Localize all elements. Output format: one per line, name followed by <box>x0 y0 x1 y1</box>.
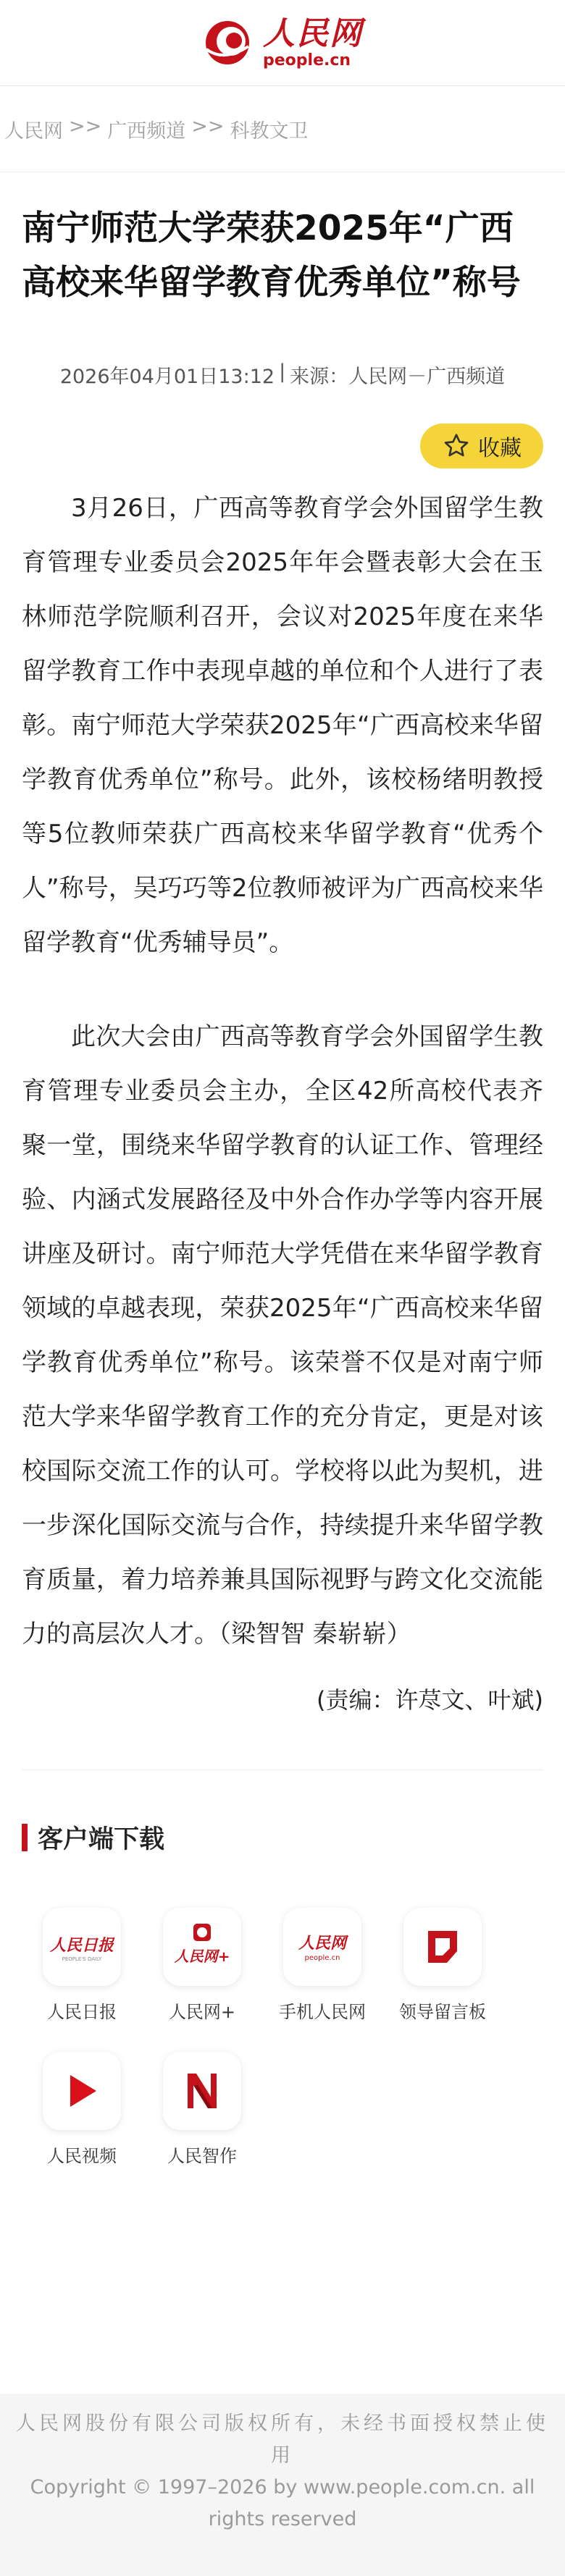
svg-text:people.cn: people.cn <box>304 1954 340 1962</box>
article-editor: (责编：许荩文、叶斌) <box>317 1686 543 1714</box>
app-mobile-people[interactable] <box>262 1908 382 2023</box>
article-meta <box>22 361 543 389</box>
mobile-people-icon <box>283 1908 361 1986</box>
app-people-plus[interactable] <box>142 1908 262 2023</box>
svg-text:PEOPLE'S DAILY: PEOPLE'S DAILY <box>62 1956 102 1962</box>
logo-en-text: people.cn <box>263 51 351 70</box>
svg-text:人民日报: 人民日报 <box>49 1936 114 1955</box>
people-daily-icon <box>43 1908 121 1986</box>
article-title: 南宁师范大学荣获2025年“广西高校来华留学教育优秀单位”称号 <box>22 209 521 303</box>
favorite-label: 收藏 <box>478 436 522 461</box>
app-label: 人民视频 <box>47 2146 117 2166</box>
breadcrumb-section-link[interactable]: 科教文卫 <box>230 119 309 143</box>
message-board-icon <box>403 1908 482 1986</box>
app-label: 人民智作 <box>167 2146 237 2166</box>
logo-swirl-icon <box>202 17 253 68</box>
app-label: 人民网+ <box>168 2002 236 2022</box>
section-divider <box>22 1769 543 1770</box>
article-date: 2026年04月01日13:12 <box>59 366 275 388</box>
download-heading <box>22 1819 543 1856</box>
footer-copyright-en: Copyright © 1997–2026 by www.people.com.cn. all rights reserved <box>30 2476 535 2530</box>
svg-text:人民网: 人民网 <box>298 1934 347 1953</box>
app-people-video[interactable] <box>22 2052 142 2167</box>
breadcrumb-separator: >> <box>69 114 102 138</box>
breadcrumb-bar <box>0 86 565 172</box>
breadcrumb-home-link[interactable]: 人民网 <box>4 119 63 143</box>
breadcrumb-channel-link[interactable]: 广西频道 <box>107 119 186 143</box>
favorite-row <box>22 424 543 468</box>
app-message-board[interactable] <box>382 1908 503 2023</box>
people-plus-icon <box>163 1908 241 1986</box>
footer-copyright-cn: 人民网股份有限公司版权所有，未经书面授权禁止使用 <box>16 2412 549 2467</box>
site-logo[interactable] <box>202 16 363 70</box>
people-zhizuo-icon <box>163 2052 241 2130</box>
site-footer <box>0 2394 565 2576</box>
download-section <box>0 1819 565 2167</box>
download-title: 客户端下载 <box>38 1825 165 1854</box>
heading-accent-bar <box>22 1824 28 1851</box>
app-people-zhizuo[interactable] <box>142 2052 262 2167</box>
app-label: 人民日报 <box>47 2002 117 2022</box>
article-paragraph: 3月26日，广西高等教育学会外国留学生教育管理专业委员会2025年年会暨表彰大会在玉林师范学院顺利召开，会议对2025年度在来华留学教育工作中表现卓越的单位和个人进行了表彰。南宁师范大学荣获2025年“广西高校来华留学教育优秀单位”称号。此外，该校杨绪明教授等5位教师荣获广西高校来华留学教育“优秀个人”称号，吴巧巧等2位教师被评为广西高校来华留学教育“优秀辅导员”。 <box>22 494 543 957</box>
site-header <box>0 0 565 86</box>
meta-separator: | <box>279 361 286 383</box>
breadcrumb <box>4 115 309 143</box>
people-video-icon <box>43 2052 121 2130</box>
svg-text:人民网+: 人民网+ <box>174 1948 230 1965</box>
star-icon <box>442 432 471 460</box>
article-paragraph: 此次大会由广西高等教育学会外国留学生教育管理专业委员会主办，全区42所高校代表齐聚一堂，围绕来华留学教育的认证工作、管理经验、内涵式发展路径及中外合作办学等内容开展讲座及研讨。南宁师范大学凭借在来华留学教育领域的卓越表现，荣获2025年“广西高校来华留学教育优秀单位”称号。该荣誉不仅是对南宁师范大学来华留学教育工作的充分肯定，更是对该校国际交流工作的认可。学校将以此为契机，进一步深化国际交流与合作，持续提升来华留学教育质量，着力培养兼具国际视野与跨文化交流能力的高层次人才。（梁智智 秦崭崭） <box>22 1022 543 1649</box>
logo-cn-text: 人民网 <box>263 15 363 52</box>
app-grid <box>22 1908 543 2167</box>
app-people-daily[interactable] <box>22 1908 142 2023</box>
app-label: 领导留言板 <box>399 2002 486 2022</box>
favorite-button[interactable] <box>420 424 543 468</box>
logo-text <box>263 16 363 70</box>
app-label: 手机人民网 <box>279 2002 366 2022</box>
article <box>0 172 565 1715</box>
breadcrumb-separator: >> <box>191 114 225 138</box>
article-source: 来源：人民网－广西频道 <box>290 366 506 388</box>
